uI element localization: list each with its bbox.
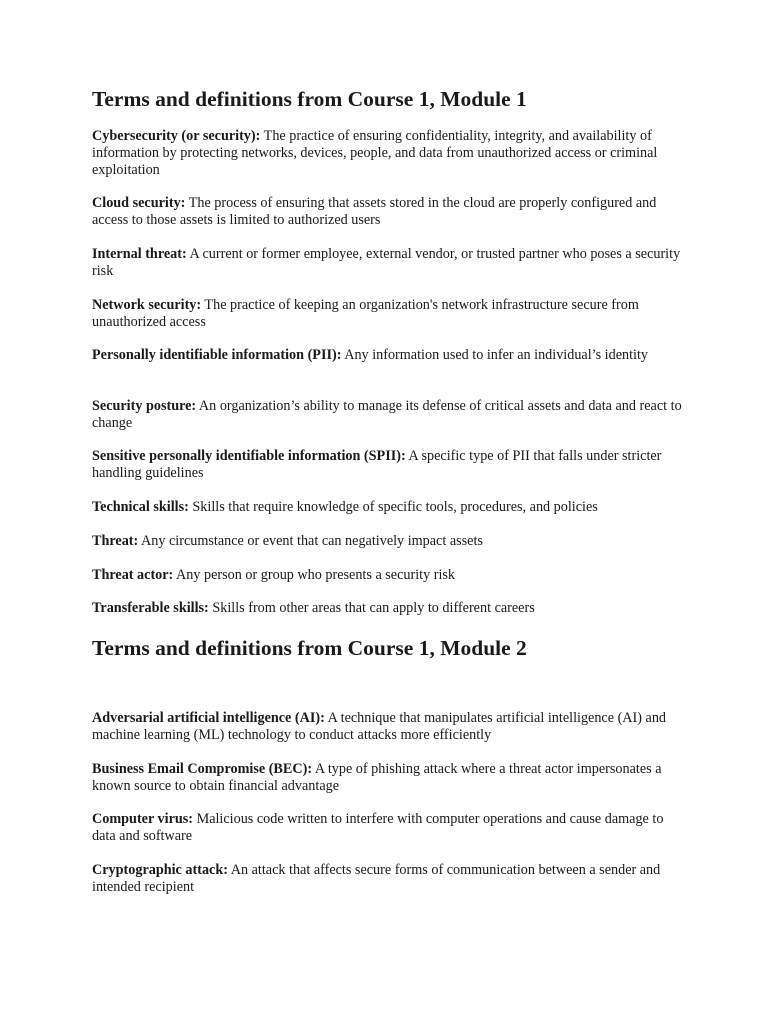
definition-entry: [92, 761, 682, 795]
definition-entry: [92, 297, 682, 331]
definition-text: Malicious code written to interfere with computer operations and cause damage to data and software: [92, 811, 664, 844]
definition-text: Any information used to infer an individual’s identity: [341, 347, 649, 363]
term-label: Cybersecurity (or security):: [92, 128, 261, 144]
term-label: Personally identifiable information (PII):: [92, 347, 342, 363]
definition-entry: [92, 710, 682, 744]
definition-entry: [92, 862, 682, 896]
definition-entry: [92, 811, 682, 845]
definition-text: A current or former employee, external vendor, or trusted partner who poses a security risk: [92, 246, 681, 279]
definition-entry: [92, 195, 682, 229]
definition-entry: [92, 600, 682, 617]
definition-text: Any circumstance or event that can negatively impact assets: [138, 533, 483, 549]
term-label: Transferable skills:: [92, 600, 209, 616]
definition-text: A technique that manipulates artificial intelligence (AI) and machine learning (ML) technology to conduct attacks more efficiently: [92, 710, 667, 743]
definition-text: The practice of ensuring confidentiality, integrity, and availability of information by protecting networks, devices, people, and data from unauthorized access or criminal exploitation: [92, 128, 658, 178]
definition-entry: [92, 448, 682, 482]
section-heading-module-2: Terms and definitions from Course 1, Module 2: [92, 636, 527, 660]
term-label: Computer virus:: [92, 811, 194, 827]
definition-text: A type of phishing attack where a threat actor impersonates a known source to obtain financial advantage: [92, 761, 662, 794]
definition-entry: [92, 567, 682, 584]
term-label: Technical skills:: [92, 499, 189, 515]
term-label: Sensitive personally identifiable information (SPII):: [92, 448, 406, 464]
definition-text: Any person or group who presents a security risk: [173, 567, 456, 583]
term-label: Adversarial artificial intelligence (AI):: [92, 710, 325, 726]
definition-entry: [92, 499, 682, 516]
definition-text: Skills from other areas that can apply to different careers: [208, 600, 535, 616]
definition-text: An organization’s ability to manage its defense of critical assets and data and react to change: [92, 398, 682, 431]
term-label: Threat:: [92, 533, 139, 549]
definition-entry: [92, 533, 682, 550]
definition-text: The process of ensuring that assets stored in the cloud are properly configured and access to those assets is limited to authorized users: [92, 195, 657, 228]
definition-entry: [92, 128, 682, 179]
definition-text: An attack that affects secure forms of communication between a sender and intended recipient: [92, 862, 661, 895]
term-label: Cloud security:: [92, 195, 186, 211]
term-label: Security posture:: [92, 398, 197, 414]
term-label: Internal threat:: [92, 246, 187, 262]
section-heading-module-1: Terms and definitions from Course 1, Module 1: [92, 87, 527, 111]
definition-text: A specific type of PII that falls under stricter handling guidelines: [92, 448, 662, 481]
term-label: Network security:: [92, 297, 202, 313]
definition-text: Skills that require knowledge of specific tools, procedures, and policies: [188, 499, 598, 515]
term-label: Threat actor:: [92, 567, 174, 583]
term-label: Business Email Compromise (BEC):: [92, 761, 313, 777]
term-label: Cryptographic attack:: [92, 862, 228, 878]
definition-entry: [92, 347, 682, 364]
definition-text: The practice of keeping an organization's network infrastructure secure from unauthorized access: [92, 297, 639, 330]
definition-entry: [92, 246, 682, 280]
definition-entry: [92, 398, 682, 432]
